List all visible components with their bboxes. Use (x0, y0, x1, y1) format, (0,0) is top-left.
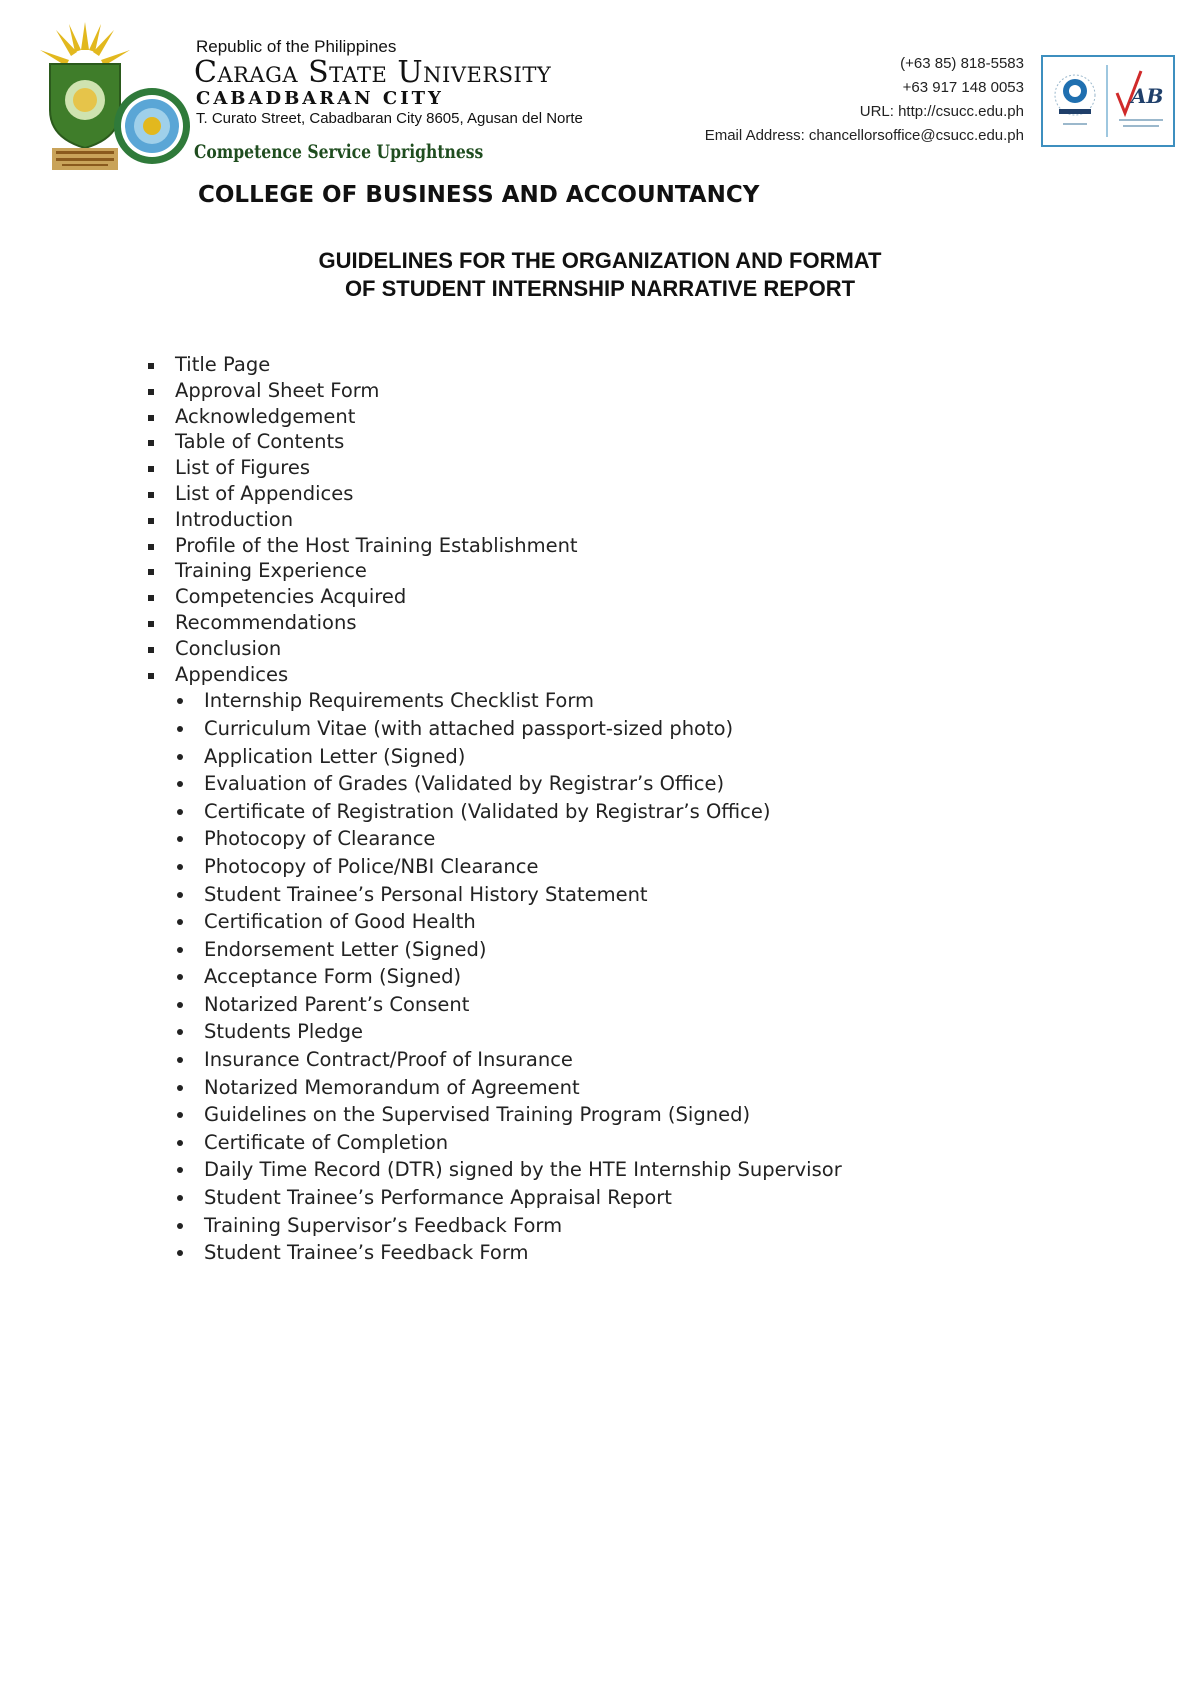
appendix-item: Student Trainee’s Personal History Statement (0, 881, 1200, 909)
round-bullet-icon (177, 864, 183, 870)
round-bullet-icon (177, 726, 183, 732)
list-item: Title Page (0, 352, 1200, 378)
contact-phone-1: (+63 85) 818-5583 (900, 55, 1024, 72)
list-item: Recommendations (0, 610, 1200, 636)
appendix-item: Certificate of Registration (Validated by Registrar’s Office) (0, 798, 1200, 826)
contact-email: Email Address: chancellorsoffice@csucc.edu.ph (704, 127, 1024, 144)
appendix-item: Training Supervisor’s Feedback Form (0, 1212, 1200, 1240)
list-item: Table of Contents (0, 429, 1200, 455)
square-bullet-icon (148, 518, 154, 524)
report-sections-list (0, 352, 1200, 1267)
appendix-item: Application Letter (Signed) (0, 743, 1200, 771)
contact-phone-2: +63 917 148 0053 (902, 79, 1024, 96)
square-bullet-icon (148, 569, 154, 575)
appendix-item: Acceptance Form (Signed) (0, 963, 1200, 991)
round-bullet-icon (177, 809, 183, 815)
appendix-item: Daily Time Record (DTR) signed by the HTE Internship Supervisor (0, 1156, 1200, 1184)
round-bullet-icon (177, 919, 183, 925)
appendix-item: Curriculum Vitae (with attached passport-sized photo) (0, 715, 1200, 743)
appendix-item: Student Trainee’s Performance Appraisal Report (0, 1184, 1200, 1212)
round-bullet-icon (177, 947, 183, 953)
round-bullet-icon (177, 974, 183, 980)
list-item: Approval Sheet Form (0, 378, 1200, 404)
appendix-item: Notarized Memorandum of Agreement (0, 1074, 1200, 1102)
university-address: T. Curato Street, Cabadbaran City 8605, Agusan del Norte (196, 110, 583, 127)
list-item: Acknowledgement (0, 404, 1200, 430)
round-bullet-icon (177, 1167, 183, 1173)
square-bullet-icon (148, 673, 154, 679)
round-bullet-icon (177, 1140, 183, 1146)
round-bullet-icon (177, 698, 183, 704)
contact-url: URL: http://csucc.edu.ph (859, 103, 1024, 120)
square-bullet-icon (148, 415, 154, 421)
certification-logos (1041, 55, 1175, 147)
appendix-item: Students Pledge (0, 1018, 1200, 1046)
appendix-item: Photocopy of Police/NBI Clearance (0, 853, 1200, 881)
list-item: Profile of the Host Training Establishment (0, 533, 1200, 559)
appendix-item: Photocopy of Clearance (0, 825, 1200, 853)
list-item: List of Figures (0, 455, 1200, 481)
jab-accreditation-icon (1117, 71, 1163, 127)
round-bullet-icon (177, 781, 183, 787)
campus-name: CABADBARAN CITY (196, 88, 444, 109)
round-bullet-icon (177, 1223, 183, 1229)
round-bullet-icon (177, 754, 183, 760)
round-bullet-icon (177, 1029, 183, 1035)
square-bullet-icon (148, 466, 154, 472)
appendix-item: Evaluation of Grades (Validated by Registrar’s Office) (0, 770, 1200, 798)
document-title-line-1: GUIDELINES FOR THE ORGANIZATION AND FORMAT (318, 248, 882, 273)
round-bullet-icon (177, 1002, 183, 1008)
list-item: Introduction (0, 507, 1200, 533)
svg-text:AB: AB (1131, 84, 1164, 108)
university-motto: Competence Service Uprightness (194, 141, 484, 163)
list-item: List of Appendices (0, 481, 1200, 507)
list-item: Competencies Acquired (0, 584, 1200, 610)
square-bullet-icon (148, 492, 154, 498)
round-bullet-icon (177, 1195, 183, 1201)
square-bullet-icon (148, 595, 154, 601)
round-bullet-icon (177, 1057, 183, 1063)
appendix-item: Notarized Parent’s Consent (0, 991, 1200, 1019)
college-name: COLLEGE OF BUSINESS AND ACCOUNTANCY (198, 182, 760, 208)
campus-round-seal-icon (112, 86, 192, 166)
list-item: Training Experience (0, 558, 1200, 584)
appendix-item: Certification of Good Health (0, 908, 1200, 936)
square-bullet-icon (148, 544, 154, 550)
round-bullet-icon (177, 1250, 183, 1256)
republic-label: Republic of the Philippines (196, 37, 397, 56)
appendix-item: Internship Requirements Checklist Form (0, 687, 1200, 715)
round-bullet-icon (177, 892, 183, 898)
appendix-item: Insurance Contract/Proof of Insurance (0, 1046, 1200, 1074)
square-bullet-icon (148, 647, 154, 653)
round-bullet-icon (177, 836, 183, 842)
university-name: Caraga State University (194, 55, 552, 90)
round-bullet-icon (177, 1112, 183, 1118)
square-bullet-icon (148, 363, 154, 369)
contact-block (705, 52, 1024, 148)
round-bullet-icon (177, 1085, 183, 1091)
socotec-certification-icon (1055, 75, 1095, 125)
list-item: Conclusion (0, 636, 1200, 662)
square-bullet-icon (148, 440, 154, 446)
appendix-item: Student Trainee’s Feedback Form (0, 1239, 1200, 1267)
appendix-item: Endorsement Letter (Signed) (0, 936, 1200, 964)
list-item: Appendices (0, 662, 1200, 688)
square-bullet-icon (148, 621, 154, 627)
appendix-item: Certificate of Completion (0, 1129, 1200, 1157)
appendix-item: Guidelines on the Supervised Training Program (Signed) (0, 1101, 1200, 1129)
document-title-line-2: OF STUDENT INTERNSHIP NARRATIVE REPORT (344, 276, 856, 301)
square-bullet-icon (148, 389, 154, 395)
